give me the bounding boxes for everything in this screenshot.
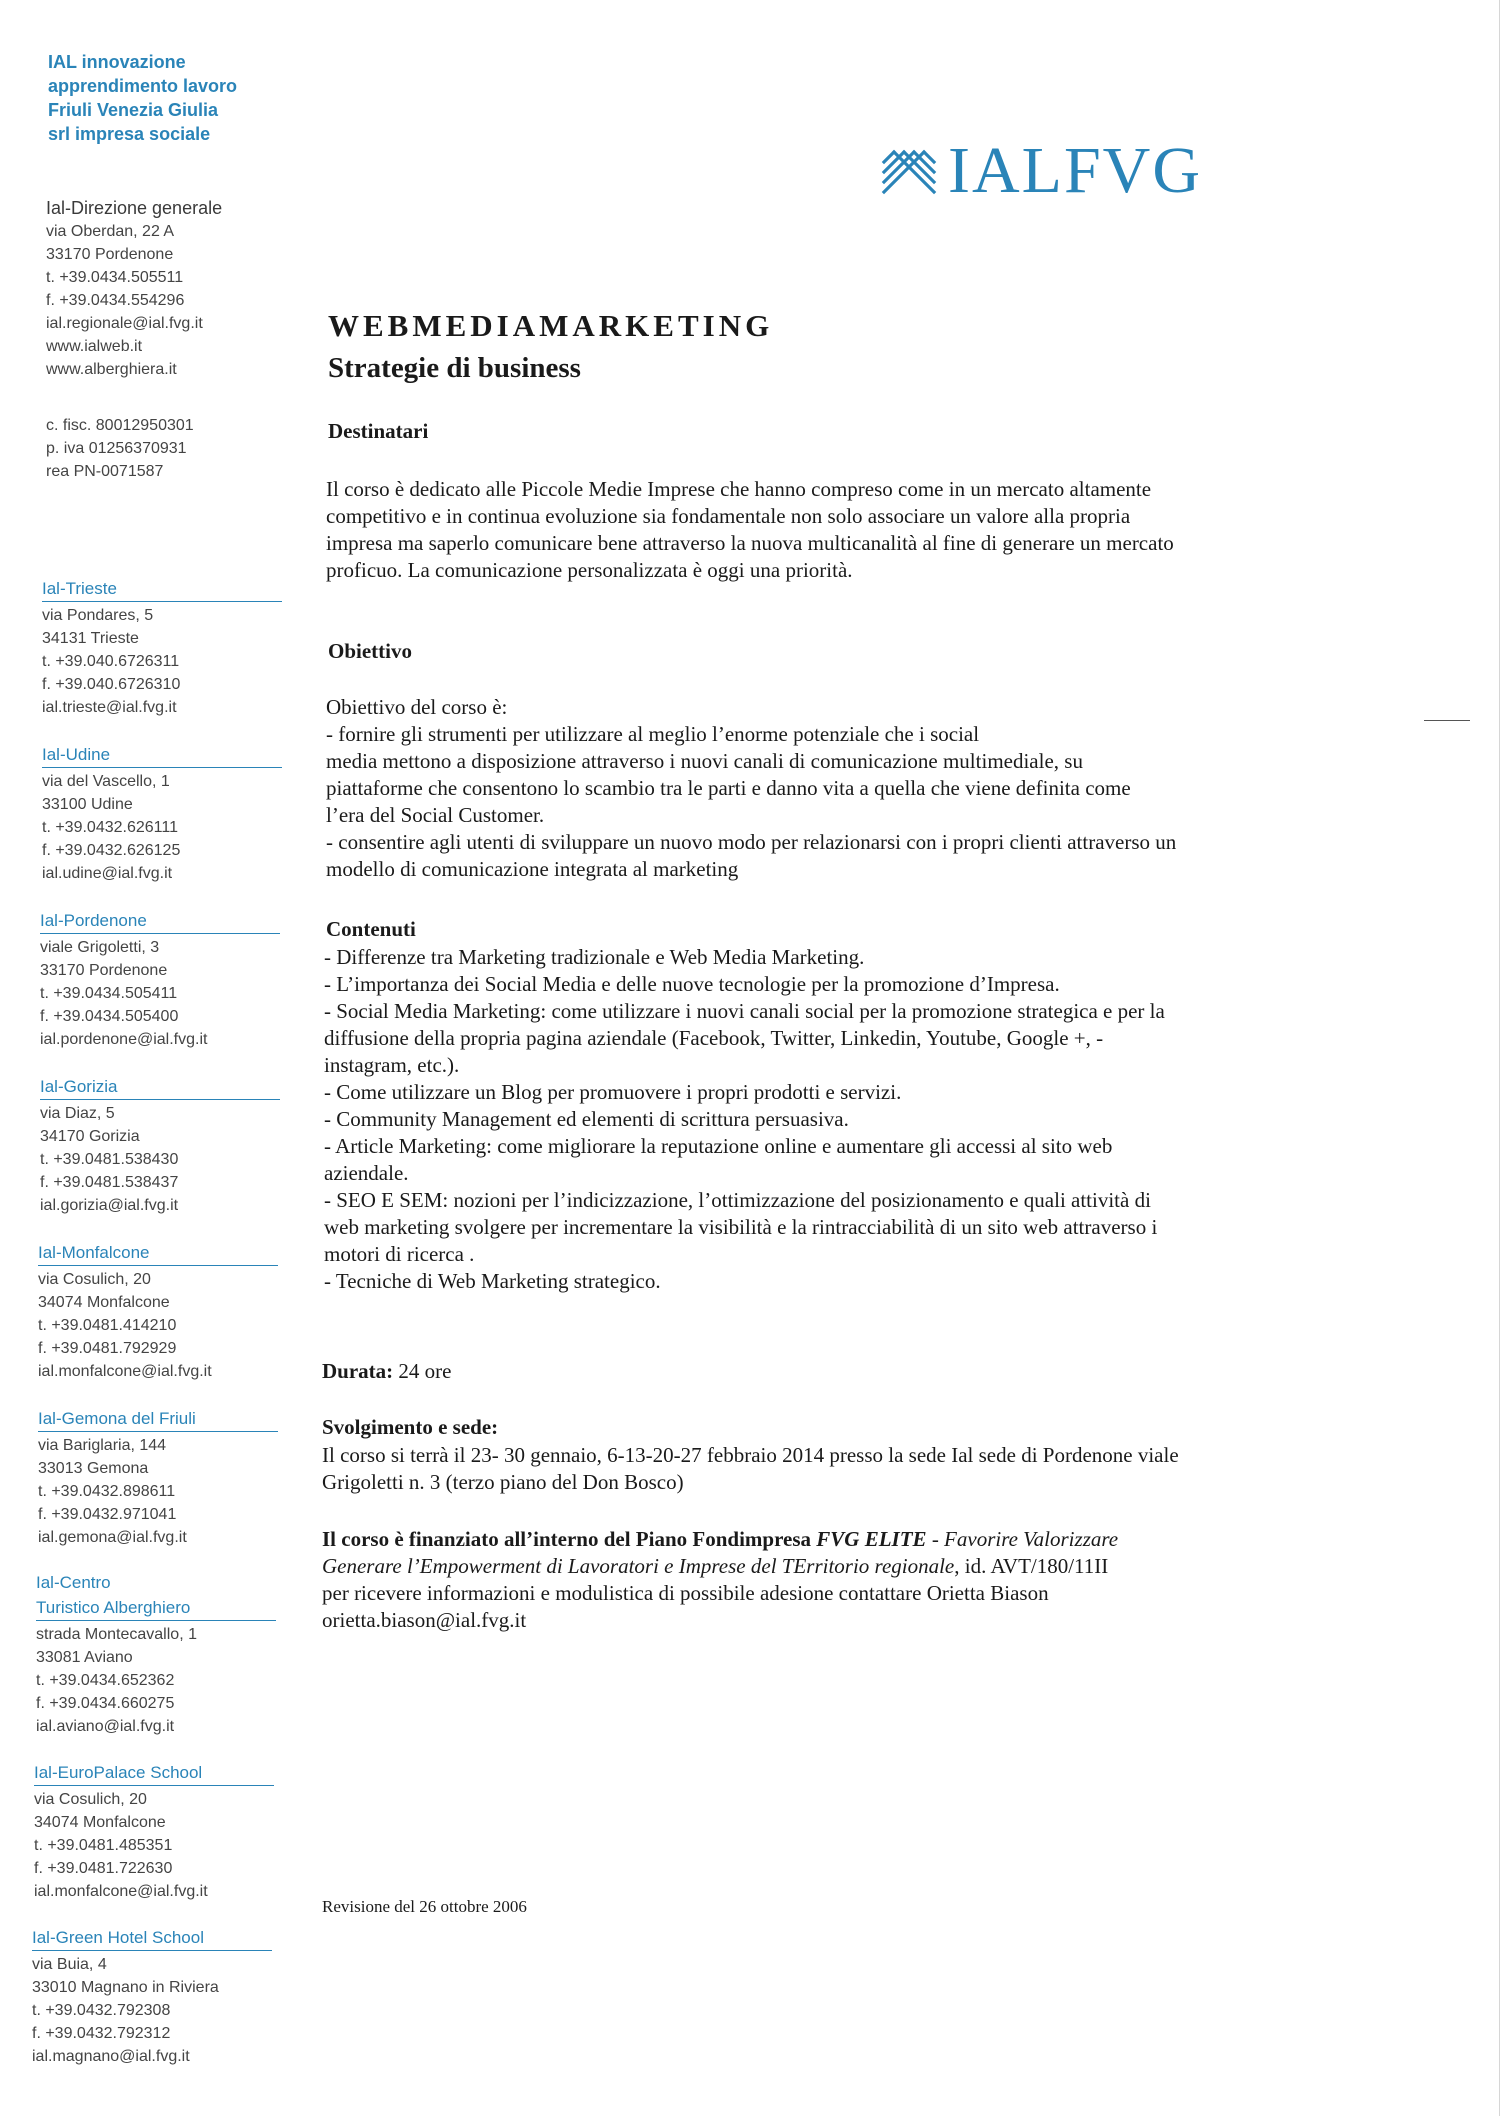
office-title: Ial-Gorizia (40, 1076, 280, 1100)
email-line: ial.gorizia@ial.fvg.it (40, 1197, 179, 1214)
phone-line: t. +39.0481.485351 (34, 1837, 173, 1854)
text-line: impresa ma saperlo comunicare bene attraverso la nuova multicanalità al fine di generare un mercato (326, 531, 1174, 555)
city-line: 33010 Magnano in Riviera (32, 1979, 219, 1996)
destinatari-paragraph (326, 476, 1326, 584)
city-line: 33170 Pordenone (46, 246, 174, 263)
address-line: via Diaz, 5 (40, 1105, 115, 1122)
list-item: - Social Media Marketing: come utilizzare i nuovi canali social per la promozione strategica e per la (324, 999, 1165, 1023)
obiettivo-heading: Obiettivo (328, 639, 412, 663)
funding-program: FVG ELITE (816, 1527, 927, 1551)
contenuti-list (324, 944, 1324, 1295)
city-line: 33013 Gemona (38, 1460, 149, 1477)
office-title-line-2: Turistico Alberghiero (36, 1597, 276, 1621)
durata-value: 24 ore (393, 1359, 452, 1383)
phone-line: t. +39.040.6726311 (42, 653, 180, 670)
office-aviano (36, 1572, 276, 1738)
email-line: ial.monfalcone@ial.fvg.it (38, 1363, 212, 1380)
contenuti-heading: Contenuti (326, 917, 416, 941)
page-edge (1499, 0, 1500, 2116)
office-green-hotel (32, 1927, 272, 2068)
website-line: www.alberghiera.it (46, 361, 177, 378)
rea-line: rea PN-0071587 (46, 463, 164, 480)
text-line: Il corso si terrà il 23- 30 gennaio, 6-13-20-27 febbraio 2014 presso la sede Ial sede di Pordenone viale (322, 1443, 1179, 1467)
document-subtitle: Strategie di business (328, 352, 581, 384)
office-gemona (38, 1408, 278, 1549)
city-line: 34131 Trieste (42, 630, 139, 647)
text-line: media mettono a disposizione attraverso i nuovi canali di comunicazione multimediale, su (326, 749, 1083, 773)
email-line: ial.monfalcone@ial.fvg.it (34, 1883, 208, 1900)
fax-line: f. +39.0481.538437 (40, 1174, 179, 1191)
email-line: ial.gemona@ial.fvg.it (38, 1529, 187, 1546)
city-line: 34170 Gorizia (40, 1128, 140, 1145)
text-line: - consentire agli utenti di sviluppare un nuovo modo per relazionarsi con i propri clienti attraverso un (326, 830, 1177, 854)
phone-line: t. +39.0432.792308 (32, 2002, 171, 2019)
email-line: ial.udine@ial.fvg.it (42, 865, 173, 882)
city-line: 33100 Udine (42, 796, 133, 813)
office-gorizia (40, 1076, 280, 1217)
office-title: Ial-EuroPalace School (34, 1762, 274, 1786)
text-line: proficuo. La comunicazione personalizzata è oggi una priorità. (326, 558, 853, 582)
list-item: - SEO E SEM: nozioni per l’indicizzazione, l’ottimizzazione del posizionamento e quali attività di (324, 1188, 1151, 1212)
phone-line: t. +39.0432.898611 (38, 1483, 176, 1500)
phone-line: t. +39.0434.505411 (40, 985, 178, 1002)
fax-line: f. +39.0432.626125 (42, 842, 181, 859)
address-line: via Cosulich, 20 (38, 1271, 151, 1288)
durata-label: Durata: (322, 1359, 394, 1383)
headquarters-title: Ial-Direzione generale (46, 198, 223, 218)
fax-line: f. +39.0434.554296 (46, 292, 185, 309)
list-item: - Community Management ed elementi di scrittura persuasiva. (324, 1107, 849, 1131)
city-line: 34074 Monfalcone (38, 1294, 170, 1311)
list-item: - Come utilizzare un Blog per promuovere i propri prodotti e servizi. (324, 1080, 902, 1104)
fax-line: f. +39.0432.971041 (38, 1506, 177, 1523)
destinatari-heading: Destinatari (328, 419, 429, 443)
list-item: - L’importanza dei Social Media e delle nuove tecnologie per la promozione d’Impresa. (324, 972, 1060, 996)
fax-line: f. +39.0434.660275 (36, 1695, 175, 1712)
text-line: competitivo e in continua evoluzione sia fondamentale non solo associare un valore alla propria (326, 504, 1131, 528)
text-line: - fornire gli strumenti per utilizzare al meglio l’enorme potenziale che i social (326, 722, 980, 746)
fax-line: f. +39.0481.722630 (34, 1860, 173, 1877)
list-item: web marketing svolgere per incrementare la visibilità e la rintracciabilità di un sito web attraverso i (324, 1215, 1158, 1239)
email-line: ial.trieste@ial.fvg.it (42, 699, 177, 716)
email-line: ial.aviano@ial.fvg.it (36, 1718, 175, 1735)
office-pordenone (40, 910, 280, 1051)
city-line: 33081 Aviano (36, 1649, 133, 1666)
text-line: Grigoletti n. 3 (terzo piano del Don Bosco) (322, 1470, 684, 1494)
durata-line (322, 1358, 1322, 1385)
organization-name (48, 50, 237, 146)
contact-line: per ricevere informazioni e modulistica di possibile adesione contattare Orietta Biason (322, 1581, 1049, 1605)
address-line: via Pondares, 5 (42, 607, 154, 624)
margin-mark (1424, 720, 1470, 721)
org-name-line: Friuli Venezia Giulia (48, 100, 219, 120)
email-line: ial.magnano@ial.fvg.it (32, 2048, 190, 2065)
fax-line: f. +39.0432.792312 (32, 2025, 171, 2042)
address-line: via Cosulich, 20 (34, 1791, 147, 1808)
list-item: - Article Marketing: come migliorare la reputazione online e aumentare gli accessi al sito web (324, 1134, 1113, 1158)
sede-heading: Svolgimento e sede: (322, 1415, 499, 1439)
address-line: viale Grigoletti, 3 (40, 939, 160, 956)
fiscal-block (46, 414, 194, 483)
document-title: WEBMEDIAMARKETING (328, 308, 774, 343)
org-name-line: srl impresa sociale (48, 124, 211, 144)
obiettivo-paragraph (326, 694, 1326, 883)
org-name-line: IAL innovazione (48, 52, 186, 72)
address-line: via del Vascello, 1 (42, 773, 170, 790)
text-line: Il corso è dedicato alle Piccole Medie Imprese che hanno compreso come in un mercato altamente (326, 477, 1152, 501)
phone-line: t. +39.0434.652362 (36, 1672, 175, 1689)
revision-note: Revisione del 26 ottobre 2006 (322, 1897, 527, 1916)
phone-line: t. +39.0481.538430 (40, 1151, 179, 1168)
funding-text-italic: Generare l’Empowerment di Lavoratori e Imprese del TErritorio regionale (322, 1554, 955, 1578)
funding-id: , id. AVT/180/11II (954, 1554, 1109, 1578)
office-monfalcone (38, 1242, 278, 1383)
text-line: Obiettivo del corso è: (326, 695, 508, 719)
list-item: motori di ricerca . (324, 1242, 475, 1266)
contact-email[interactable]: orietta.biason@ial.fvg.it (322, 1608, 527, 1632)
headquarters-block (46, 196, 222, 381)
list-item: instagram, etc.). (324, 1053, 460, 1077)
phone-line: t. +39.0481.414210 (38, 1317, 177, 1334)
funding-text: Il corso è finanziato all’interno del Piano Fondimpresa (322, 1527, 817, 1551)
office-title: Ial-Gemona del Friuli (38, 1408, 278, 1432)
address-line: via Bariglaria, 144 (38, 1437, 167, 1454)
city-line: 34074 Monfalcone (34, 1814, 166, 1831)
office-title: Ial-Centro (36, 1573, 111, 1592)
fiscal-code-line: c. fisc. 80012950301 (46, 417, 194, 434)
email-line: ial.pordenone@ial.fvg.it (40, 1031, 208, 1048)
office-title: Ial-Green Hotel School (32, 1927, 272, 1951)
sidebar (0, 0, 300, 2116)
fax-line: f. +39.0434.505400 (40, 1008, 179, 1025)
org-name-line: apprendimento lavoro (48, 76, 238, 96)
text-line: l’era del Social Customer. (326, 803, 545, 827)
office-europalace (34, 1762, 274, 1903)
logo-text: IALFVG (948, 134, 1202, 207)
finanziamento-paragraph (322, 1526, 1322, 1634)
text-line: modello di comunicazione integrata al marketing (326, 857, 739, 881)
list-item: - Tecniche di Web Marketing strategico. (324, 1269, 661, 1293)
fax-line: f. +39.0481.792929 (38, 1340, 177, 1357)
text-line: piattaforme che consentono lo scambio tra le parti e danno vita a quella che viene definita come (326, 776, 1131, 800)
office-trieste (42, 578, 282, 719)
sede-paragraph (322, 1442, 1322, 1496)
ialfvg-logo (880, 136, 1202, 206)
ial-logo-icon (880, 142, 938, 200)
office-title: Ial-Trieste (42, 578, 282, 602)
website-line: www.ialweb.it (46, 338, 143, 355)
phone-line: t. +39.0434.505511 (46, 269, 184, 286)
email-line: ial.regionale@ial.fvg.it (46, 315, 203, 332)
vat-line: p. iva 01256370931 (46, 440, 187, 457)
address-line: via Oberdan, 22 A (46, 223, 175, 240)
list-item: diffusione della propria pagina aziendale (Facebook, Twitter, Linkedin, Youtube, Google +, - (324, 1026, 1104, 1050)
office-title: Ial-Udine (42, 744, 282, 768)
fax-line: f. +39.040.6726310 (42, 676, 181, 693)
office-udine (42, 744, 282, 885)
address-line: via Buia, 4 (32, 1956, 107, 1973)
office-title: Ial-Monfalcone (38, 1242, 278, 1266)
phone-line: t. +39.0432.626111 (42, 819, 178, 836)
list-item: - Differenze tra Marketing tradizionale e Web Media Marketing. (324, 945, 865, 969)
funding-text-italic: - Favorire Valorizzare (926, 1527, 1119, 1551)
list-item: aziendale. (324, 1161, 409, 1185)
address-line: strada Montecavallo, 1 (36, 1626, 197, 1643)
office-title: Ial-Pordenone (40, 910, 280, 934)
city-line: 33170 Pordenone (40, 962, 168, 979)
